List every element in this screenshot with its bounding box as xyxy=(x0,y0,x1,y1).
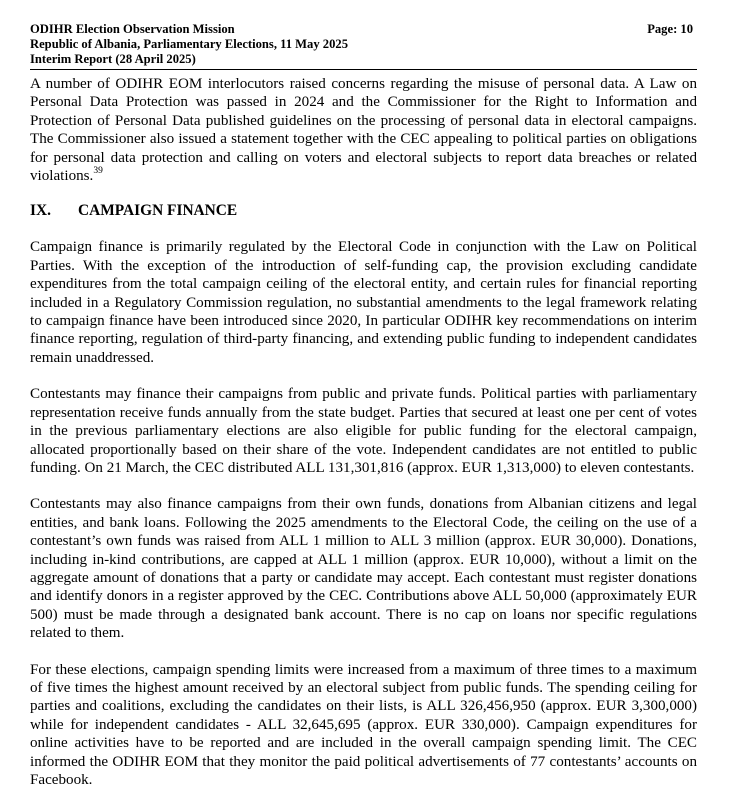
page-number: Page: 10 xyxy=(647,22,693,36)
running-header xyxy=(30,22,697,70)
document-page xyxy=(30,22,697,789)
intro-paragraph xyxy=(30,75,697,185)
paragraph-legal-framework: Campaign finance is primarily regulated by the Electoral Code in conjunction with the Law on Political Parties. With the exception of the introduction of self-funding cap, the provision excluding candidate expenditures from the total campaign ceiling of the electoral entity, and certain rules for financial reporting included in a Regulatory Commission regulation, no substantial amendments to the legal framework relating to campaign finance have been introduced since 2020, In particular ODIHR key recommendations on interim finance reporting, regulation of third-party financing, and extending public funding to independent candidates remain unaddressed. xyxy=(30,239,697,366)
intro-paragraph-text: A number of ODIHR EOM interlocutors raised concerns regarding the misuse of personal data. A Law on Personal Data Protection was passed in 2024 and the Commissioner for the Right to Information and Protection of Personal Data published guidelines on the processing of personal data in electoral campaigns. The Commissioner also issued a statement together with the CEC appealing to political parties on obligations for personal data protection and calling on voters and electoral subjects to report data breaches or related violations. xyxy=(30,76,697,185)
paragraph-public-funding: Contestants may finance their campaigns from public and private funds. Political parties with parliamentary representation receive funds annually from the state budget. Parties that secured at least one per cent of votes in the previous parliamentary elections are also eligible for public funding for the electoral campaign, allocated proportionally based on their share of the vote. Independent candidates are not entitled to public funding. On 21 March, the CEC distributed ALL 131,301,816 (approx. EUR 1,313,000) to eleven contestants. xyxy=(30,386,697,476)
paragraph-private-funding: Contestants may also finance campaigns from their own funds, donations from Albanian citizens and legal entities, and bank loans. Following the 2025 amendments to the Electoral Code, the ceiling on the use of a contestant’s own funds was raised from ALL 1 million to ALL 3 million (approx. EUR 30,000). Donations, including in-kind contributions, are capped at ALL 1 million (approx. EUR 10,000), without a limit on the aggregate amount of donations that a party or candidate may accept. Each contestant must register donations and identify donors in a register approved by the CEC. Contributions above ALL 50,000 (approximately EUR 500) must be made through a designated bank account. There is no cap on loans nor specific regulations related to them. xyxy=(30,496,697,642)
header-election-title: Republic of Albania, Parliamentary Elections, 11 May 2025 xyxy=(30,37,348,51)
section-heading xyxy=(30,202,697,220)
section-number: IX. xyxy=(30,202,51,220)
header-report-title: Interim Report (28 April 2025) xyxy=(30,52,196,66)
section-title: CAMPAIGN FINANCE xyxy=(78,202,238,220)
paragraph-spending-limits: For these elections, campaign spending limits were increased from a maximum of three times to a maximum of five times the highest amount received by an electoral subject from public funds. The spending ceiling for parties and coalitions, excluding the candidates on their lists, is ALL 326,456,950 (approx. EUR 3,300,000) while for independent candidates - ALL 32,645,695 (approx. EUR 330,000). Campaign expenditures for online activities have to be reported and are included in the overall campaign spending limit. The CEC informed the ODIHR EOM that they monitor the paid political advertisements of 77 contestants’ accounts on Facebook. xyxy=(30,661,697,788)
header-mission-title: ODIHR Election Observation Mission xyxy=(30,22,235,36)
footnote-reference[interactable]: 39 xyxy=(93,166,103,176)
